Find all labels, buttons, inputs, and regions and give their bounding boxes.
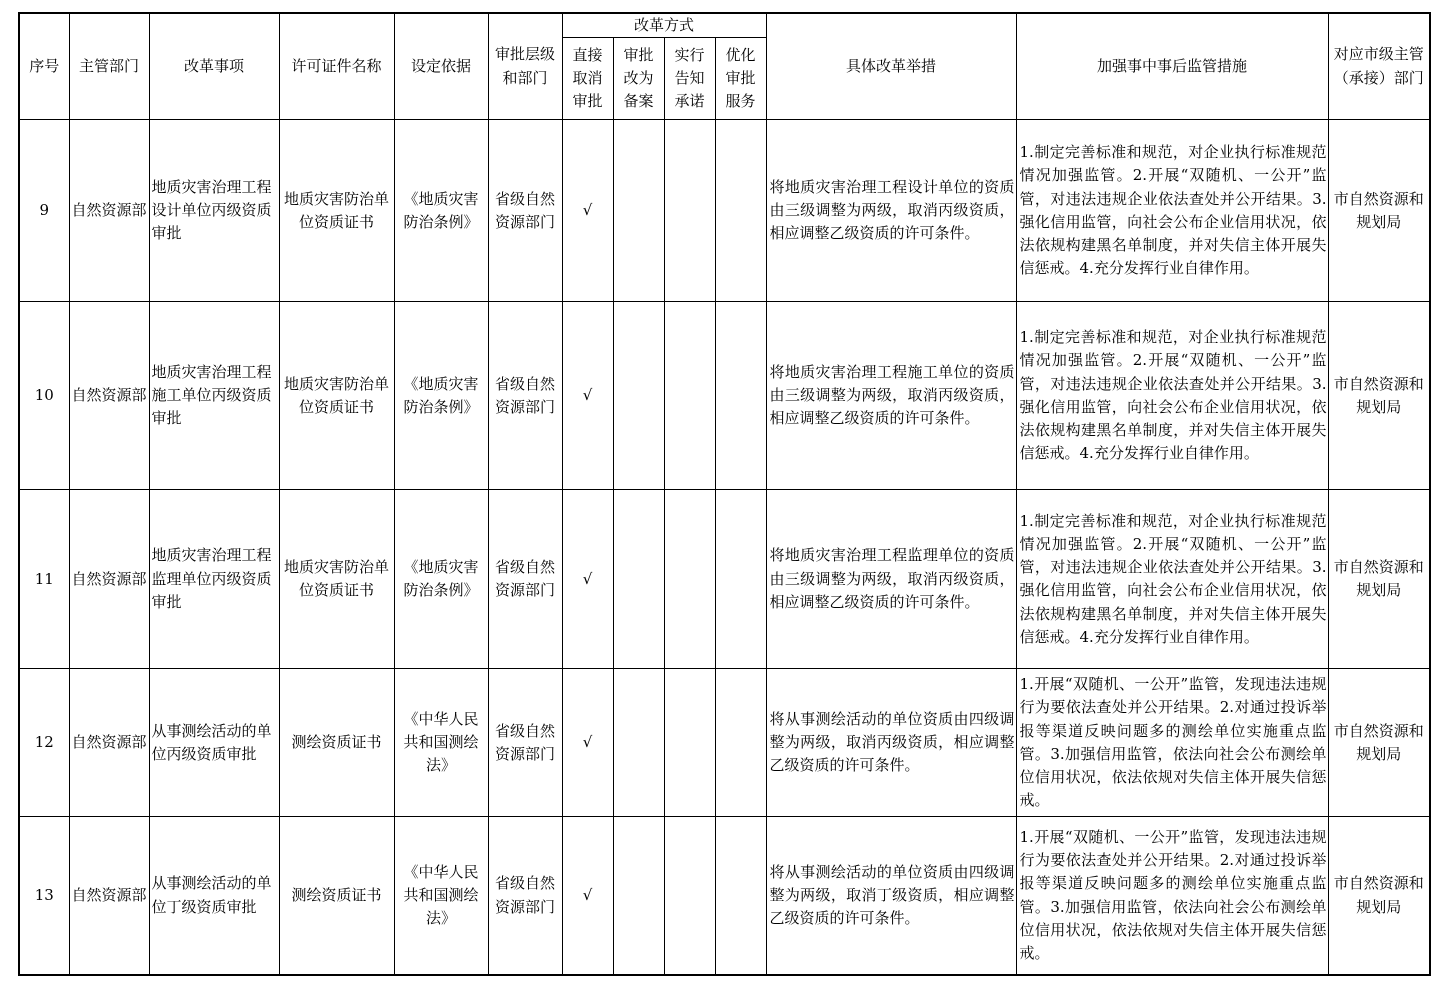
table-row bbox=[19, 669, 1430, 817]
header-license: 许可证件名称 bbox=[279, 13, 394, 120]
cell-seq: 9 bbox=[19, 120, 69, 302]
header-dept: 主管部门 bbox=[69, 13, 149, 120]
header-seq: 序号 bbox=[19, 13, 69, 120]
cell-method-commitment bbox=[664, 490, 715, 669]
cell-method-commitment bbox=[664, 817, 715, 975]
header-measures: 具体改革举措 bbox=[766, 13, 1016, 120]
header-supervision: 加强事中事后监管措施 bbox=[1016, 13, 1328, 120]
header-method-optimize: 优化审批服务 bbox=[715, 38, 766, 120]
cell-method-commitment bbox=[664, 669, 715, 817]
cell-dept: 自然资源部 bbox=[69, 490, 149, 669]
table-row bbox=[19, 120, 1430, 302]
table-row bbox=[19, 817, 1430, 975]
cell-supervision: 1.制定完善标准和规范，对企业执行标准规范情况加强监管。2.开展“双随机、一公开”监管，对违法违规企业依法查处并公开结果。3.强化信用监管，向社会公布企业信用状况，依法依规构建黑名单制度，并对失信主体开展失信惩戒。4.充分发挥行业自律作用。 bbox=[1016, 302, 1328, 490]
cell-basis: 《中华人民共和国测绘法》 bbox=[394, 669, 488, 817]
cell-basis: 《地质灾害防治条例》 bbox=[394, 120, 488, 302]
cell-city-dept: 市自然资源和规划局 bbox=[1328, 490, 1430, 669]
cell-level: 省级自然资源部门 bbox=[488, 302, 562, 490]
cell-seq: 10 bbox=[19, 302, 69, 490]
cell-item: 地质灾害治理工程施工单位丙级资质审批 bbox=[149, 302, 279, 490]
cell-method-optimize bbox=[715, 669, 766, 817]
cell-supervision: 1.开展“双随机、一公开”监管，发现违法违规行为要依法查处并公开结果。2.对通过投诉举报等渠道反映问题多的测绘单位实施重点监管。3.加强信用监管，依法向社会公布测绘单位信用状况，依法依规对失信主体开展失信惩戒。 bbox=[1016, 817, 1328, 975]
cell-dept: 自然资源部 bbox=[69, 817, 149, 975]
cell-method-optimize bbox=[715, 302, 766, 490]
cell-measures: 将从事测绘活动的单位资质由四级调整为两级，取消丙级资质，相应调整乙级资质的许可条件。 bbox=[766, 669, 1016, 817]
cell-supervision: 1.制定完善标准和规范，对企业执行标准规范情况加强监管。2.开展“双随机、一公开”监管，对违法违规企业依法查处并公开结果。3.强化信用监管，向社会公布企业信用状况，依法依规构建黑名单制度，并对失信主体开展失信惩戒。4.充分发挥行业自律作用。 bbox=[1016, 490, 1328, 669]
cell-seq: 13 bbox=[19, 817, 69, 975]
cell-method-optimize bbox=[715, 817, 766, 975]
cell-city-dept: 市自然资源和规划局 bbox=[1328, 302, 1430, 490]
cell-basis: 《地质灾害防治条例》 bbox=[394, 302, 488, 490]
cell-method-optimize bbox=[715, 120, 766, 302]
header-method-commitment: 实行告知承诺 bbox=[664, 38, 715, 120]
header-basis: 设定依据 bbox=[394, 13, 488, 120]
table-row bbox=[19, 490, 1430, 669]
cell-level: 省级自然资源部门 bbox=[488, 669, 562, 817]
header-method-group: 改革方式 bbox=[562, 13, 766, 38]
cell-level: 省级自然资源部门 bbox=[488, 490, 562, 669]
cell-method-cancel: √ bbox=[562, 120, 613, 302]
cell-item: 地质灾害治理工程设计单位丙级资质审批 bbox=[149, 120, 279, 302]
cell-method-cancel: √ bbox=[562, 490, 613, 669]
cell-item: 从事测绘活动的单位丁级资质审批 bbox=[149, 817, 279, 975]
cell-item: 地质灾害治理工程监理单位丙级资质审批 bbox=[149, 490, 279, 669]
cell-method-cancel: √ bbox=[562, 669, 613, 817]
cell-level: 省级自然资源部门 bbox=[488, 120, 562, 302]
header-item: 改革事项 bbox=[149, 13, 279, 120]
cell-seq: 12 bbox=[19, 669, 69, 817]
header-method-filing: 审批改为备案 bbox=[613, 38, 664, 120]
cell-city-dept: 市自然资源和规划局 bbox=[1328, 817, 1430, 975]
reform-table bbox=[18, 12, 1431, 976]
cell-supervision: 1.制定完善标准和规范，对企业执行标准规范情况加强监管。2.开展“双随机、一公开”监管，对违法违规企业依法查处并公开结果。3.强化信用监管，向社会公布企业信用状况，依法依规构建黑名单制度，并对失信主体开展失信惩戒。4.充分发挥行业自律作用。 bbox=[1016, 120, 1328, 302]
cell-method-filing bbox=[613, 669, 664, 817]
table-row bbox=[19, 302, 1430, 490]
cell-seq: 11 bbox=[19, 490, 69, 669]
cell-method-cancel: √ bbox=[562, 817, 613, 975]
cell-dept: 自然资源部 bbox=[69, 302, 149, 490]
cell-measures: 将地质灾害治理工程设计单位的资质由三级调整为两级，取消丙级资质，相应调整乙级资质的许可条件。 bbox=[766, 120, 1016, 302]
header-city-dept: 对应市级主管（承接）部门 bbox=[1328, 13, 1430, 120]
cell-method-commitment bbox=[664, 302, 715, 490]
cell-method-filing bbox=[613, 490, 664, 669]
cell-method-commitment bbox=[664, 120, 715, 302]
cell-method-optimize bbox=[715, 490, 766, 669]
cell-city-dept: 市自然资源和规划局 bbox=[1328, 669, 1430, 817]
cell-method-cancel: √ bbox=[562, 302, 613, 490]
cell-method-filing bbox=[613, 302, 664, 490]
cell-measures: 将地质灾害治理工程施工单位的资质由三级调整为两级，取消丙级资质，相应调整乙级资质的许可条件。 bbox=[766, 302, 1016, 490]
cell-method-filing bbox=[613, 120, 664, 302]
cell-basis: 《地质灾害防治条例》 bbox=[394, 490, 488, 669]
cell-measures: 将从事测绘活动的单位资质由四级调整为两级，取消丁级资质，相应调整乙级资质的许可条件。 bbox=[766, 817, 1016, 975]
cell-license: 地质灾害防治单位资质证书 bbox=[279, 120, 394, 302]
cell-basis: 《中华人民共和国测绘法》 bbox=[394, 817, 488, 975]
cell-dept: 自然资源部 bbox=[69, 120, 149, 302]
cell-license: 测绘资质证书 bbox=[279, 669, 394, 817]
cell-dept: 自然资源部 bbox=[69, 669, 149, 817]
header-method-cancel: 直接取消审批 bbox=[562, 38, 613, 120]
header-level: 审批层级和部门 bbox=[488, 13, 562, 120]
cell-method-filing bbox=[613, 817, 664, 975]
cell-item: 从事测绘活动的单位丙级资质审批 bbox=[149, 669, 279, 817]
cell-level: 省级自然资源部门 bbox=[488, 817, 562, 975]
cell-license: 测绘资质证书 bbox=[279, 817, 394, 975]
cell-measures: 将地质灾害治理工程监理单位的资质由三级调整为两级，取消丙级资质，相应调整乙级资质的许可条件。 bbox=[766, 490, 1016, 669]
cell-city-dept: 市自然资源和规划局 bbox=[1328, 120, 1430, 302]
cell-license: 地质灾害防治单位资质证书 bbox=[279, 302, 394, 490]
cell-license: 地质灾害防治单位资质证书 bbox=[279, 490, 394, 669]
cell-supervision: 1.开展“双随机、一公开”监管，发现违法违规行为要依法查处并公开结果。2.对通过投诉举报等渠道反映问题多的测绘单位实施重点监管。3.加强信用监管，依法向社会公布测绘单位信用状况，依法依规对失信主体开展失信惩戒。 bbox=[1016, 669, 1328, 817]
